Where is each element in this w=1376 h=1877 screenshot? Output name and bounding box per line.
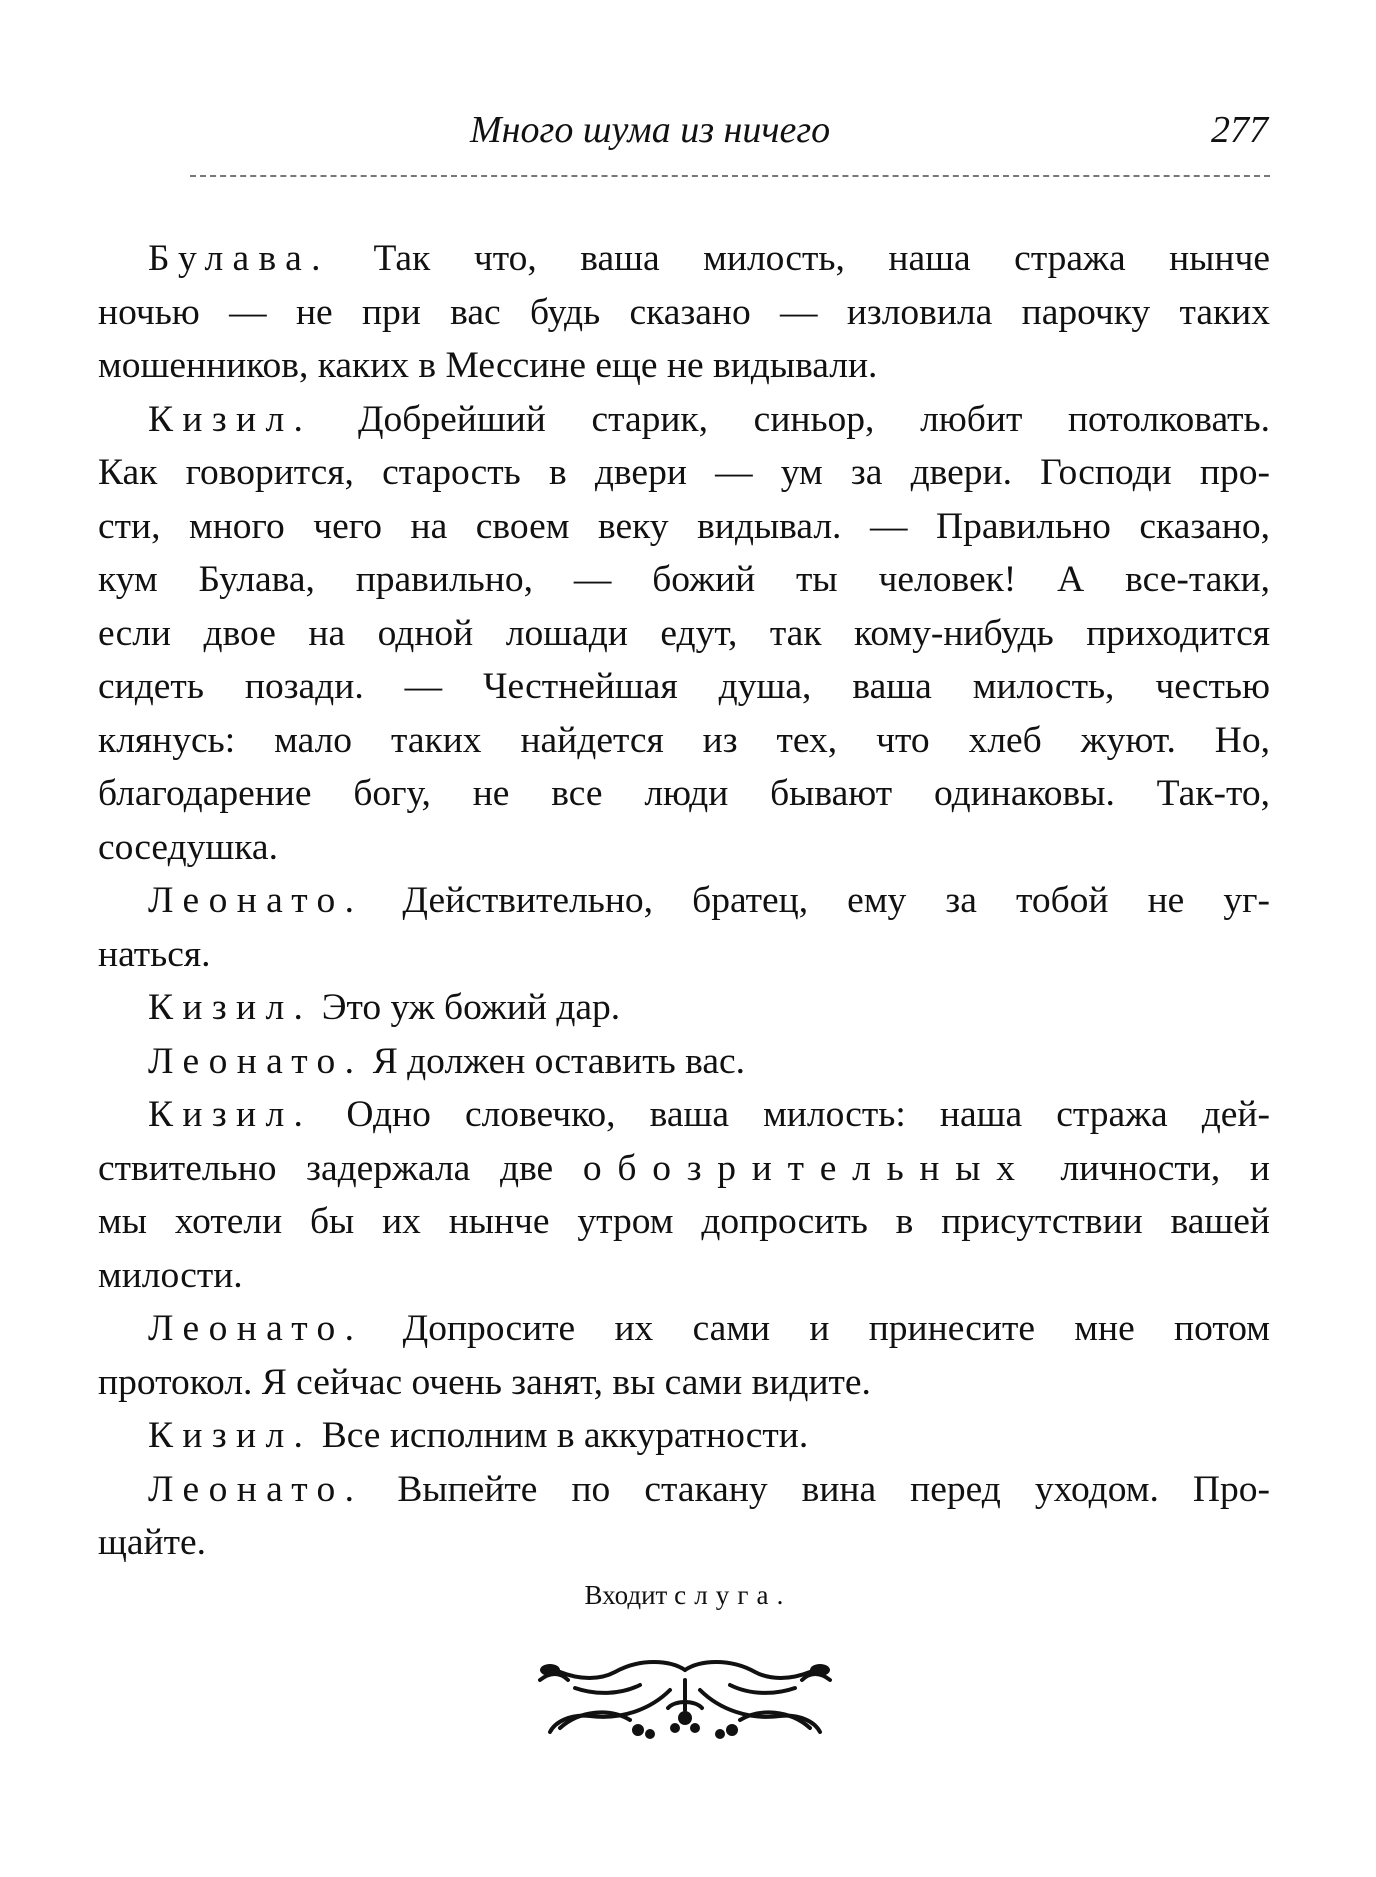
page-number: 277: [1211, 109, 1268, 151]
speaker-name: Леонато.: [148, 880, 364, 921]
line-text: Действительно, братец, ему за тобой не уг-: [363, 880, 1270, 921]
speaker-name: Леонато.: [148, 1308, 364, 1349]
text-line: [98, 393, 1270, 447]
text-line: [98, 714, 1270, 768]
text-line: [98, 981, 1270, 1035]
text-line: [98, 446, 1270, 500]
text-line: [98, 1088, 1270, 1142]
line-text: щайте.: [98, 1522, 206, 1563]
text-line: [98, 500, 1270, 554]
line-text: сти, много чего на своем веку видывал. — Правильно сказано,: [98, 505, 1270, 547]
text-line: [98, 1302, 1270, 1356]
text-line: [98, 1516, 1270, 1570]
text-line: [98, 232, 1270, 286]
header-divider: [190, 175, 1270, 177]
text-line: [98, 928, 1270, 982]
line-text: наться.: [98, 933, 211, 975]
line-text: мошенников, каких в Мессине еще не видывали.: [98, 345, 878, 386]
text-line: [98, 607, 1270, 661]
speaker-name: Кизил.: [148, 1094, 313, 1135]
text-line: [98, 339, 1270, 393]
emphasized-word: обозрительных: [582, 1147, 1031, 1189]
stage-direction-character: слуга.: [674, 1580, 792, 1610]
line-text: Все исполним в аккуратности.: [312, 1415, 809, 1456]
speaker-name: Леонато.: [148, 1040, 364, 1082]
line-text: Одно словечко, ваша милость: наша стража дей-: [312, 1094, 1270, 1135]
line-text: Как говорится, старость в двери — ум за двери. Господи про-: [98, 452, 1270, 493]
line-text: личности, и: [1030, 1147, 1270, 1189]
line-text: Выпейте по стакану вина перед уходом. Про-: [363, 1468, 1270, 1510]
page-header: [190, 100, 1270, 160]
line-text: благодарение богу, не все люди бывают одинаковы. Так-то,: [98, 773, 1270, 814]
text-line: [98, 553, 1270, 607]
line-text: соседушка.: [98, 826, 278, 868]
text-line: [98, 1463, 1270, 1517]
line-text: клянусь: мало таких найдется из тех, что хлеб жуют. Но,: [98, 719, 1270, 761]
line-text: Допросите их сами и принесите мне потом: [363, 1308, 1270, 1349]
line-text: сидеть позади. — Честнейшая душа, ваша милость, честью: [98, 666, 1270, 707]
text-line: [98, 1035, 1270, 1089]
line-text: кум Булава, правильно, — божий ты человек! А все-таки,: [98, 559, 1270, 600]
speaker-name: Кизил.: [148, 398, 313, 440]
running-title: Много шума из ничего: [470, 109, 831, 151]
text-line: [98, 1356, 1270, 1410]
stage-direction-text: Входит: [584, 1580, 675, 1610]
line-text: если двое на одной лошади едут, так кому-нибудь приходится: [98, 612, 1270, 654]
speaker-name: Леонато.: [148, 1468, 364, 1510]
line-text: Так что, ваша милость, наша стража нынче: [329, 238, 1270, 279]
speaker-name: Кизил.: [148, 987, 313, 1028]
text-line: [98, 1142, 1270, 1196]
line-text: ночью — не при вас будь сказано — изловила парочку таких: [98, 291, 1270, 333]
line-text: мы хотели бы их нынче утром допросить в присутствии вашей: [98, 1201, 1270, 1242]
line-text: протокол. Я сейчас очень занят, вы сами видите.: [98, 1361, 871, 1403]
line-text: Я должен оставить вас.: [363, 1040, 745, 1082]
text-line: [98, 286, 1270, 340]
line-text: Добрейший старик, синьор, любит потолковать.: [312, 398, 1270, 440]
line-text: ствительно задержала две: [98, 1147, 583, 1189]
text-line: [98, 660, 1270, 714]
text-line: [98, 1249, 1270, 1303]
text-line: [98, 1409, 1270, 1463]
text-line: [98, 767, 1270, 821]
floral-ornament-icon: [520, 1650, 850, 1746]
text-line: [98, 874, 1270, 928]
play-text: [98, 232, 1270, 1570]
text-line: [98, 821, 1270, 875]
speaker-name: Кизил.: [148, 1415, 313, 1456]
stage-direction: [0, 1575, 1376, 1615]
line-text: милости.: [98, 1254, 243, 1296]
speaker-name: Булава.: [148, 238, 330, 279]
text-line: [98, 1195, 1270, 1249]
line-text: Это уж божий дар.: [312, 987, 621, 1028]
